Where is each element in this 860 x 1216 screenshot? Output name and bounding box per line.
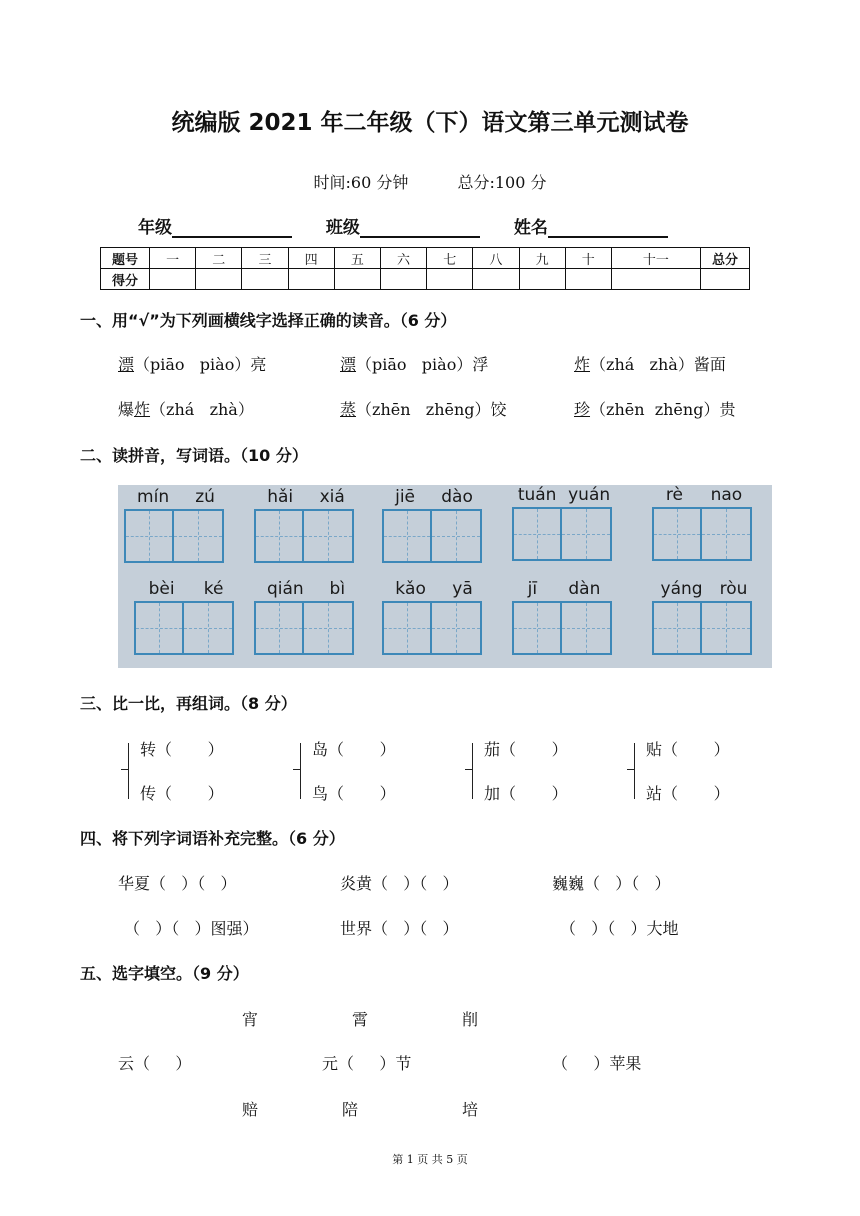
writing-cell[interactable]	[254, 509, 304, 563]
writing-cell[interactable]	[184, 601, 234, 655]
score-cell[interactable]	[380, 269, 426, 290]
student-info	[138, 213, 696, 238]
score-cell[interactable]	[519, 269, 565, 290]
writing-cell[interactable]	[562, 507, 612, 561]
name-field: 姓名	[514, 213, 668, 238]
writing-cell[interactable]	[562, 601, 612, 655]
pronunciation-item: 爆炸（zhá zhà）	[118, 400, 254, 419]
name-blank[interactable]	[548, 218, 668, 238]
pinyin-writing-panel	[118, 485, 772, 668]
score-col: 四	[288, 248, 334, 269]
page-title: 统编版 2021 年二年级（下）语文第三单元测试卷	[171, 110, 689, 136]
brace-icon	[128, 743, 137, 799]
writing-cell[interactable]	[304, 509, 354, 563]
score-col: 十一	[611, 248, 700, 269]
idiom-item: 炎黄（ ）（ ）	[340, 874, 459, 893]
section-5-heading: 五、选字填空。（9 分）	[80, 964, 249, 983]
option-char: 培	[462, 1100, 479, 1119]
score-col: 五	[334, 248, 380, 269]
writing-cell[interactable]	[382, 601, 432, 655]
writing-cell[interactable]	[382, 509, 432, 563]
score-col: 一	[150, 248, 196, 269]
pronunciation-item: 漂（piāo piào）浮	[340, 355, 489, 374]
brace-icon	[472, 743, 481, 799]
page-footer: 第 1 页 共 5 页	[392, 1153, 468, 1166]
writing-cell[interactable]	[652, 601, 702, 655]
exam-meta	[0, 170, 860, 193]
pinyin-group: mín zú	[124, 487, 228, 567]
fill-blank-item: （ ）苹果	[552, 1054, 642, 1073]
pinyin-group: qián bì	[254, 579, 358, 659]
pinyin-group: rè nao	[652, 485, 756, 565]
compare-pair: 茄（ ） 加（ ）	[472, 737, 592, 807]
score-cell[interactable]	[611, 269, 700, 290]
score-row-label: 题号	[101, 248, 150, 269]
score-col: 七	[427, 248, 473, 269]
writing-cell[interactable]	[124, 509, 174, 563]
pinyin-group: bèi ké	[134, 579, 238, 659]
pinyin-group: jī dàn	[512, 579, 616, 659]
score-cell[interactable]	[288, 269, 334, 290]
score-header-row	[101, 248, 750, 269]
score-col: 二	[196, 248, 242, 269]
writing-cell[interactable]	[652, 507, 702, 561]
score-cell[interactable]	[565, 269, 611, 290]
compare-pair: 贴（ ） 站（ ）	[634, 737, 754, 807]
score-col: 三	[242, 248, 288, 269]
option-char: 霄	[352, 1010, 369, 1029]
writing-cell[interactable]	[702, 601, 752, 655]
score-cell[interactable]	[473, 269, 519, 290]
score-cell[interactable]	[242, 269, 288, 290]
score-col-total: 总分	[701, 248, 750, 269]
score-table	[100, 247, 750, 290]
compare-pair: 转（ ） 传（ ）	[128, 737, 248, 807]
writing-cell[interactable]	[254, 601, 304, 655]
pinyin-group: kǎo yā	[382, 579, 486, 659]
option-char: 赔	[242, 1100, 259, 1119]
idiom-item: （ ）（ ）大地	[560, 919, 679, 938]
score-cell[interactable]	[150, 269, 196, 290]
compare-pair: 岛（ ） 鸟（ ）	[300, 737, 420, 807]
idiom-item: （ ）（ ）图强）	[124, 919, 259, 938]
writing-cell[interactable]	[134, 601, 184, 655]
score-cell[interactable]	[196, 269, 242, 290]
score-col: 九	[519, 248, 565, 269]
pronunciation-item: 蒸（zhēn zhēng）饺	[340, 400, 507, 419]
class-blank[interactable]	[360, 218, 480, 238]
writing-cell[interactable]	[702, 507, 752, 561]
section-1-heading: 一、用“√”为下列画横线字选择正确的读音。（6 分）	[80, 311, 457, 330]
score-value-row	[101, 269, 750, 290]
score-cell[interactable]	[334, 269, 380, 290]
option-char: 陪	[342, 1100, 359, 1119]
writing-cell[interactable]	[432, 509, 482, 563]
score-col: 十	[565, 248, 611, 269]
writing-cell[interactable]	[512, 601, 562, 655]
section-2-heading: 二、读拼音，写词语。（10 分）	[80, 446, 308, 465]
pinyin-group: jiē dào	[382, 487, 486, 567]
exam-time: 时间:60 分钟	[313, 173, 409, 192]
score-row-label: 得分	[101, 269, 150, 290]
idiom-item: 华夏（ ）（ ）	[118, 874, 237, 893]
fill-blank-item: 元（ ）节	[322, 1054, 412, 1073]
score-cell[interactable]	[701, 269, 750, 290]
section-3-heading: 三、比一比，再组词。（8 分）	[80, 694, 297, 713]
exam-total: 总分:100 分	[457, 173, 547, 192]
brace-icon	[300, 743, 309, 799]
writing-cell[interactable]	[304, 601, 354, 655]
option-char: 削	[462, 1010, 479, 1029]
pinyin-group: yáng ròu	[652, 579, 756, 659]
idiom-item: 巍巍（ ）（ ）	[552, 874, 671, 893]
writing-cell[interactable]	[432, 601, 482, 655]
brace-icon	[634, 743, 643, 799]
grade-field: 年级	[138, 213, 292, 238]
option-char: 宵	[242, 1010, 259, 1029]
fill-blank-item: 云（ ）	[118, 1054, 192, 1073]
pronunciation-item: 漂（piāo piào）亮	[118, 355, 267, 374]
pinyin-group: tuán yuán	[512, 485, 616, 565]
idiom-item: 世界（ ）（ ）	[340, 919, 459, 938]
score-col: 六	[380, 248, 426, 269]
writing-cell[interactable]	[512, 507, 562, 561]
pinyin-group: hǎi xiá	[254, 487, 358, 567]
score-col: 八	[473, 248, 519, 269]
score-cell[interactable]	[427, 269, 473, 290]
class-field: 班级	[326, 213, 480, 238]
pronunciation-item: 炸（zhá zhà）酱面	[574, 355, 726, 374]
writing-cell[interactable]	[174, 509, 224, 563]
pronunciation-item: 珍（zhēn zhēng）贵	[574, 400, 736, 419]
section-4-heading: 四、将下列字词语补充完整。（6 分）	[80, 829, 345, 848]
grade-blank[interactable]	[172, 218, 292, 238]
